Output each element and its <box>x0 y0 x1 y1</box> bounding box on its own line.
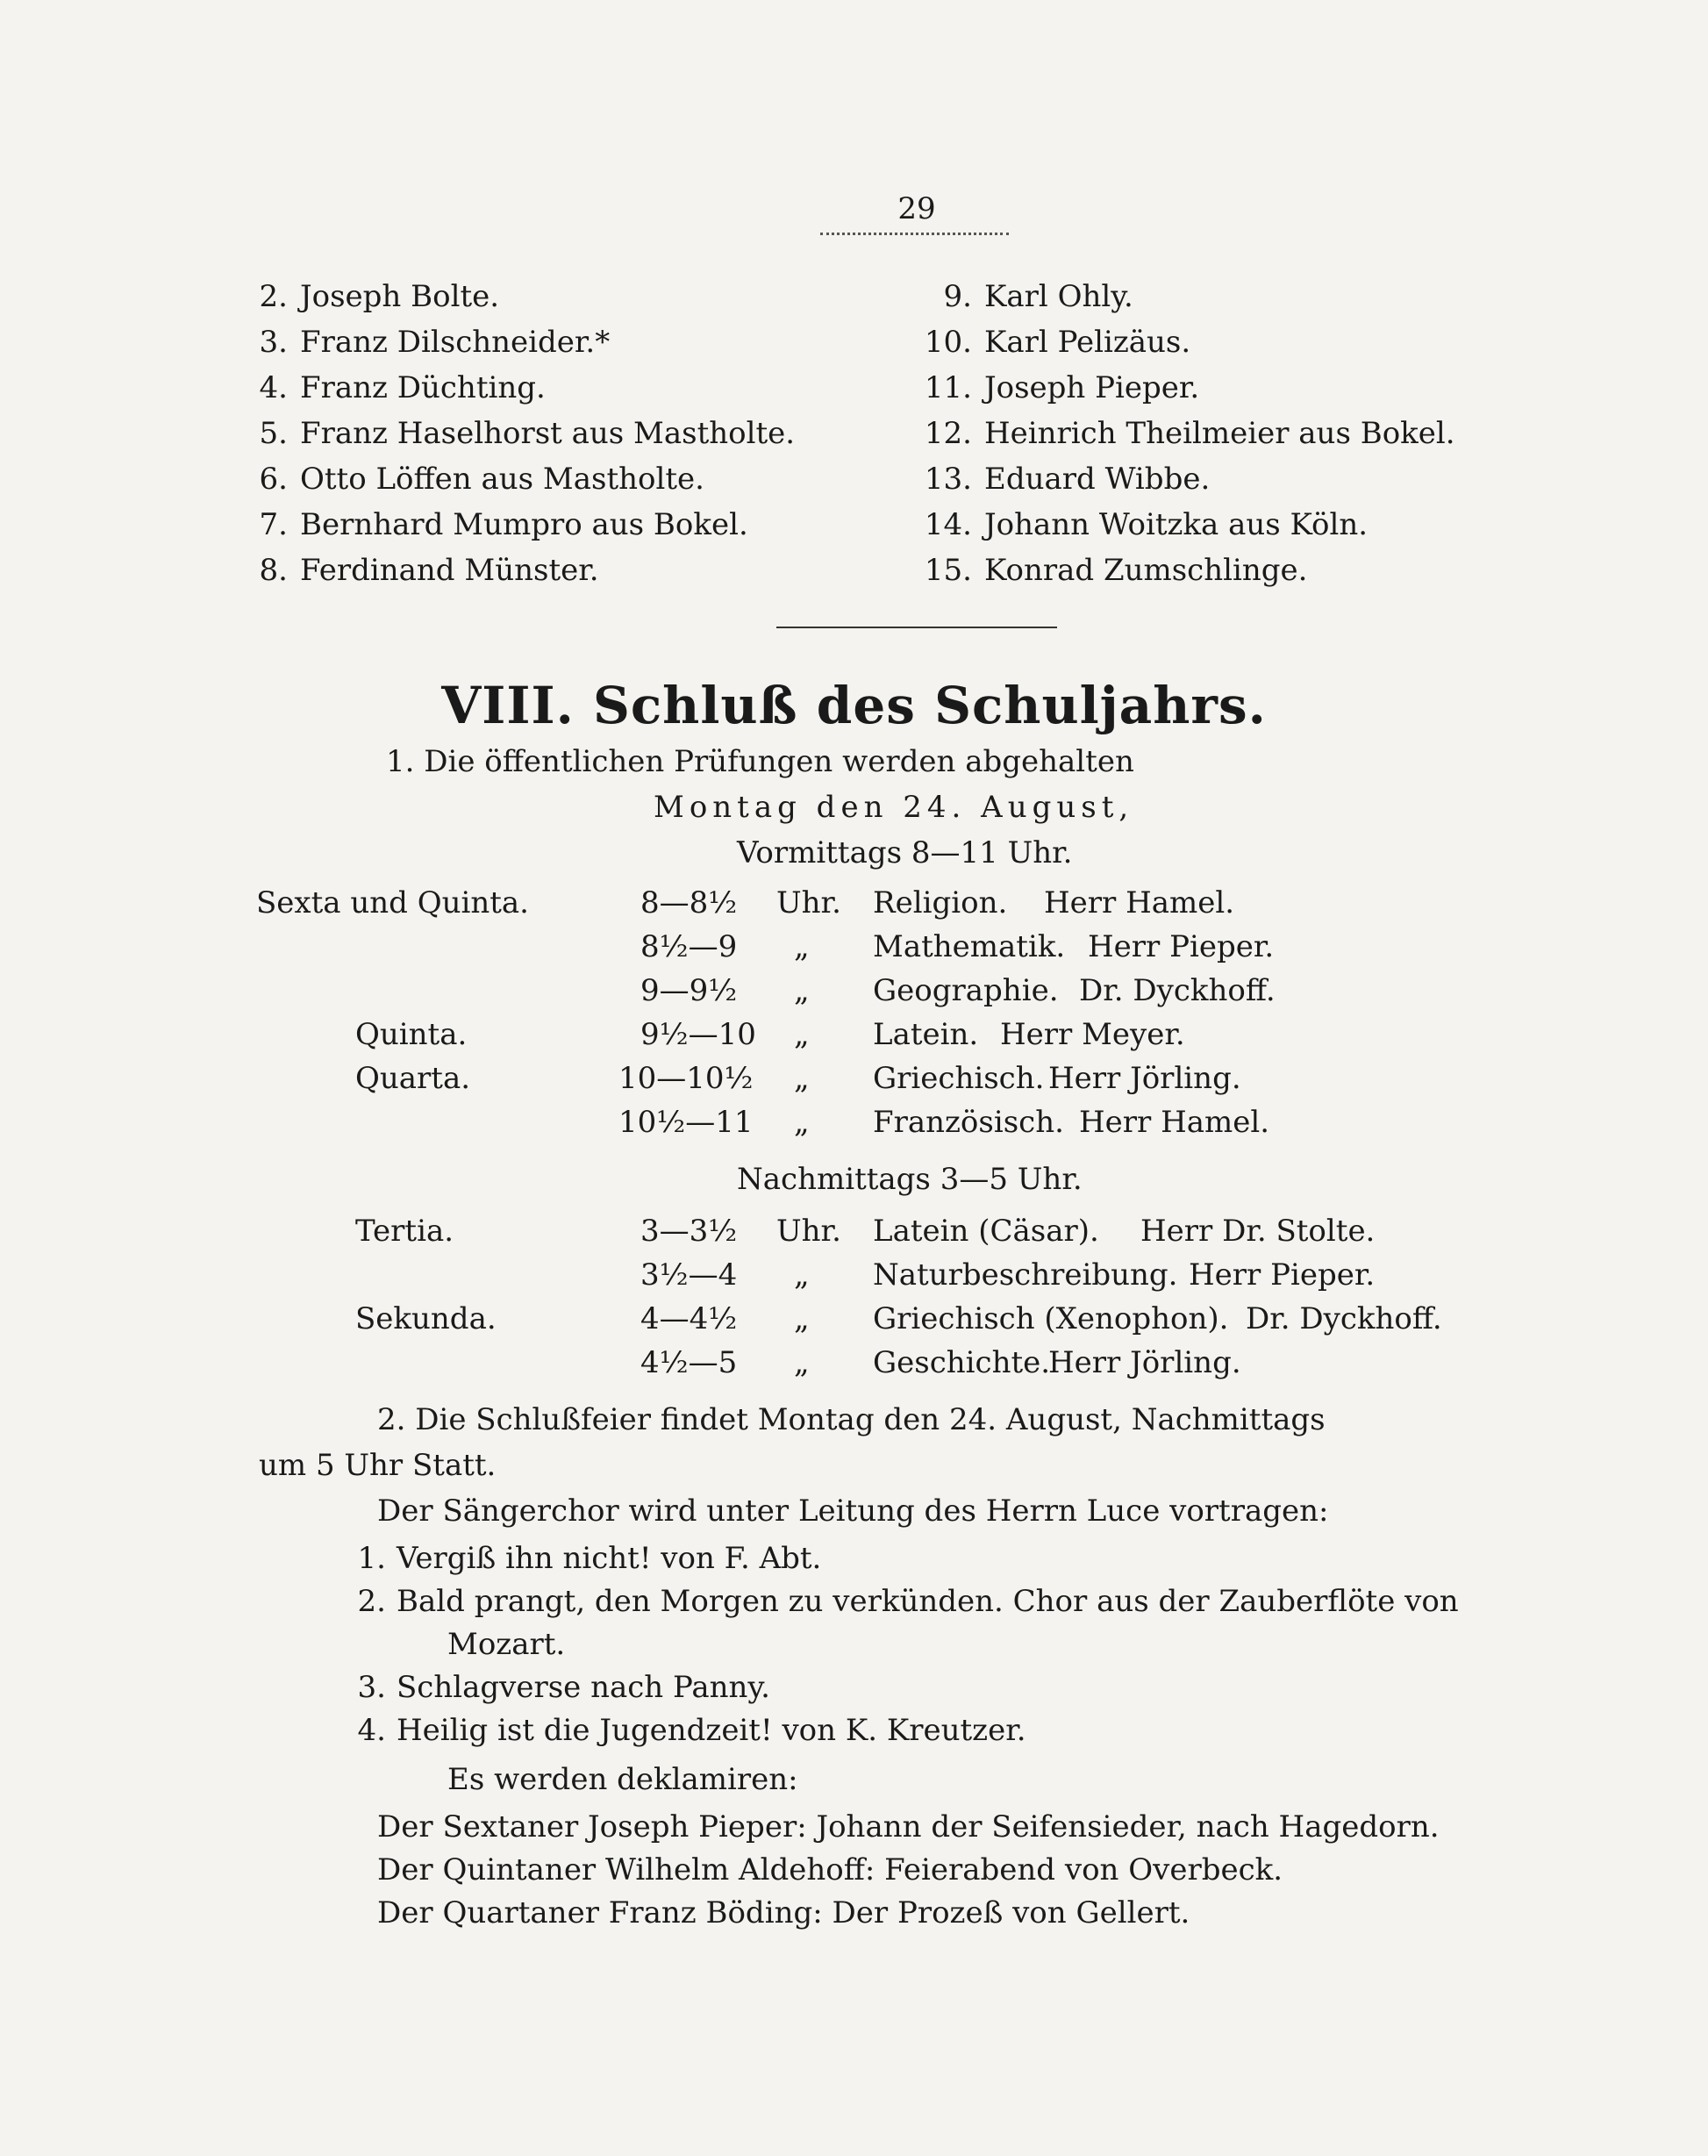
page-number-underline <box>820 233 1009 235</box>
exams-date: Montag den 24. August, <box>654 790 1134 825</box>
list-item: 2. Bald prangt, den Morgen zu verkünden. Chor aus der Zauberflöte von <box>357 1584 1459 1619</box>
declamation-list <box>377 1806 1440 1935</box>
table-row: Quarta. 10—10½ „ Griechisch. Herr Jörling. <box>355 1061 1241 1096</box>
list-item: 7. Bernhard Mumpro aus Bokel. <box>259 507 748 542</box>
list-item: 1. Vergiß ihn nicht! von F. Abt. <box>357 1541 822 1576</box>
list-item: 9. Karl Ohly. <box>943 279 1133 314</box>
list-item: 4. Heilig ist die Jugendzeit! von K. Kreutzer. <box>357 1713 1026 1748</box>
list-item: Der Quartaner Franz Böding: Der Prozeß von Gellert. <box>377 1895 1190 1930</box>
table-row: 10½—11 „ Französisch. Herr Hamel. <box>618 1105 1270 1140</box>
table-row: 3½—4 „ Naturbeschreibung. Herr Pieper. <box>640 1257 1376 1293</box>
list-item: 12. Heinrich Theilmeier aus Bokel. <box>924 416 1455 451</box>
list-item: Der Sextaner Joseph Pieper: Johann der Seifensieder, nach Hagedorn. <box>377 1809 1440 1844</box>
morning-schedule <box>0 881 1708 1144</box>
table-row: 8½—9 „ Mathematik. Herr Pieper. <box>640 929 1275 964</box>
list-item: 4. Franz Düchting. <box>259 370 546 405</box>
list-item: 11. Joseph Pieper. <box>924 370 1200 405</box>
table-row: Sexta und Quinta. 8—8½ Uhr. Religion. Herr Hamel. <box>256 885 1235 920</box>
list-item: 8. Ferdinand Münster. <box>259 553 599 588</box>
song-list <box>325 1537 1570 1752</box>
page-number: 29 <box>897 191 936 226</box>
list-item: 3. Schlagverse nach Panny. <box>357 1670 770 1705</box>
table-row: Tertia. 3—3½ Uhr. Latein (Cäsar). Herr Dr. Stolte. <box>355 1214 1376 1249</box>
list-item: 3. Franz Dilschneider.* <box>259 325 611 360</box>
ceremony-line-1: 2. Die Schlußfeier findet Montag den 24. August, Nachmittags <box>377 1402 1326 1437</box>
list-item-continuation: Mozart. <box>447 1627 566 1662</box>
table-row: 4½—5 „ Geschichte. Herr Jörling. <box>640 1345 1241 1380</box>
student-list-right <box>912 274 1455 593</box>
list-item: 13. Eduard Wibbe. <box>924 462 1211 497</box>
afternoon-heading: Nachmittags 3—5 Uhr. <box>737 1162 1083 1197</box>
list-item: 5. Franz Haselhorst aus Mastholte. <box>259 416 796 451</box>
list-item: 2. Joseph Bolte. <box>259 279 500 314</box>
list-item: Der Quintaner Wilhelm Aldehoff: Feierabend von Overbeck. <box>377 1852 1283 1887</box>
declaim-intro: Es werden deklamiren: <box>447 1762 798 1797</box>
section-heading: VIII. Schluß des Schuljahrs. <box>441 676 1267 735</box>
afternoon-schedule <box>0 1209 1708 1385</box>
exams-intro: 1. Die öffentlichen Prüfungen werden abgehalten <box>386 744 1134 779</box>
choir-intro: Der Sängerchor wird unter Leitung des Herrn Luce vortragen: <box>377 1493 1329 1529</box>
list-item: 15. Konrad Zumschlinge. <box>924 553 1308 588</box>
table-row: 9—9½ „ Geographie. Dr. Dyckhoff. <box>640 973 1276 1008</box>
student-list-left <box>237 274 795 593</box>
section-divider <box>776 627 1057 628</box>
table-row: Sekunda. 4—4½ „ Griechisch (Xenophon). Dr. Dyckhoff. <box>355 1301 1442 1336</box>
list-item: 14. Johann Woitzka aus Köln. <box>924 507 1369 542</box>
table-row: Quinta. 9½—10 „ Latein. Herr Meyer. <box>355 1017 1185 1052</box>
morning-heading: Vormittags 8—11 Uhr. <box>737 835 1073 870</box>
ceremony-line-2: um 5 Uhr Statt. <box>259 1448 497 1483</box>
list-item: 10. Karl Pelizäus. <box>924 325 1191 360</box>
list-item: 6. Otto Löffen aus Mastholte. <box>259 462 704 497</box>
